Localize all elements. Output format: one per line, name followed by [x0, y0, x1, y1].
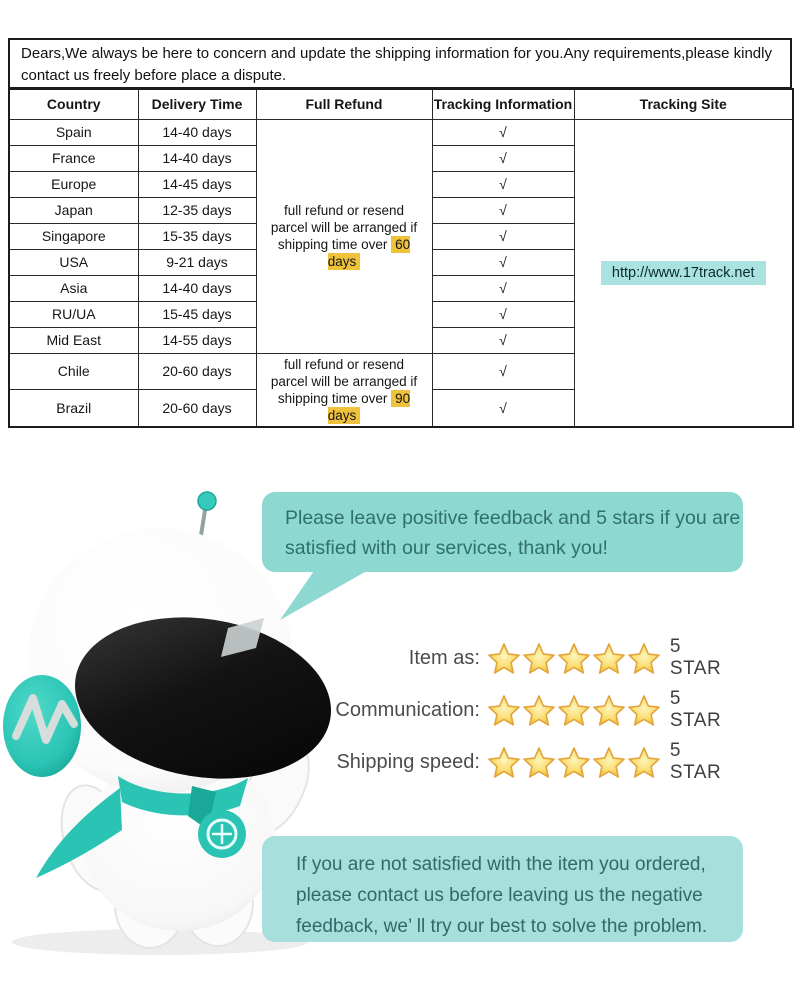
star-icon — [557, 746, 591, 779]
speech-bubble-line: Please leave positive feedback and 5 stars if you are — [285, 507, 741, 529]
rating-row-shipping-speed — [330, 740, 738, 783]
cell-country: Asia — [9, 275, 138, 301]
cell-tracking-check: √ — [432, 301, 574, 327]
cell-delivery: 14-55 days — [138, 327, 256, 353]
cell-delivery: 14-40 days — [138, 275, 256, 301]
shipping-notice-text: Dears,We always be here to concern and update the shipping information for you.Any requirements,please kindly contact us freely before place a dispute. — [21, 45, 772, 84]
refund-60-text: full refund or resend parcel will be arranged if shipping time over — [270, 203, 418, 252]
star-icon — [627, 642, 661, 675]
refund-90-text: full refund or resend parcel will be arranged if shipping time over — [270, 356, 418, 406]
cell-country: France — [9, 145, 138, 171]
tracking-site-link[interactable]: http://www.17track.net — [601, 261, 766, 285]
table-row — [9, 119, 793, 145]
speech-bubble — [262, 492, 743, 572]
cell-tracking-check: √ — [432, 275, 574, 301]
header-tracking-information: Tracking Information — [432, 89, 574, 119]
rating-value-label: 5 STAR — [669, 636, 722, 679]
star-icon — [627, 694, 661, 727]
dispute-note-line: feedback, we’ ll try our best to solve the problem. — [296, 916, 708, 937]
star-icon — [592, 746, 626, 779]
cell-country: RU/UA — [9, 301, 138, 327]
star-rating — [487, 694, 661, 727]
header-delivery-time: Delivery Time — [138, 89, 256, 119]
rating-label: Communication: — [335, 698, 480, 721]
rating-row-item-as — [330, 636, 738, 679]
cell-delivery: 14-40 days — [138, 145, 256, 171]
refund-60-highlight: 60 days — [327, 237, 411, 269]
star-icon — [487, 694, 521, 727]
cell-refund-90 — [256, 353, 432, 427]
cell-delivery: 14-45 days — [138, 171, 256, 197]
rating-value-label: 5 STAR — [669, 740, 722, 783]
cell-tracking-check: √ — [432, 145, 574, 171]
header-country: Country — [9, 89, 138, 119]
star-icon — [557, 642, 591, 675]
cell-country: Mid East — [9, 327, 138, 353]
star-icon — [557, 694, 591, 727]
cell-tracking-check: √ — [432, 390, 574, 427]
star-icon — [522, 694, 556, 727]
dispute-note — [262, 836, 743, 942]
cell-country: Japan — [9, 197, 138, 223]
cell-tracking-check: √ — [432, 223, 574, 249]
cell-tracking-check: √ — [432, 327, 574, 353]
star-rating — [487, 642, 661, 675]
header-tracking-site: Tracking Site — [574, 89, 793, 119]
cell-delivery: 20-60 days — [138, 353, 256, 390]
cell-tracking-check: √ — [432, 353, 574, 390]
header-full-refund: Full Refund — [256, 89, 432, 119]
cell-country: Brazil — [9, 390, 138, 427]
cell-delivery: 15-45 days — [138, 301, 256, 327]
shipping-notice — [8, 38, 792, 89]
shipping-table — [8, 88, 794, 428]
dispute-note-line: please contact us before leaving us the negative — [296, 885, 703, 906]
cell-delivery: 14-40 days — [138, 119, 256, 145]
cell-tracking-check: √ — [432, 249, 574, 275]
cell-refund-60 — [256, 119, 432, 353]
star-rating — [487, 746, 661, 779]
cell-delivery: 15-35 days — [138, 223, 256, 249]
star-icon — [627, 746, 661, 779]
rating-value-label: 5 STAR — [669, 688, 722, 731]
cell-delivery: 12-35 days — [138, 197, 256, 223]
refund-90-highlight: 90 days — [327, 390, 411, 423]
rating-label: Item as: — [408, 646, 480, 669]
dispute-note-line: If you are not satisfied with the item you ordered, — [296, 854, 706, 875]
cell-tracking-check: √ — [432, 171, 574, 197]
rating-label: Shipping speed: — [336, 750, 480, 773]
cell-country: Singapore — [9, 223, 138, 249]
star-icon — [592, 694, 626, 727]
cell-tracking-check: √ — [432, 197, 574, 223]
star-icon — [487, 642, 521, 675]
cell-tracking-site — [574, 119, 793, 427]
cell-tracking-check: √ — [432, 119, 574, 145]
rating-row-communication — [330, 688, 738, 731]
star-icon — [522, 642, 556, 675]
cell-country: Chile — [9, 353, 138, 390]
speech-bubble-tail — [268, 568, 378, 626]
robot-antenna-ball — [198, 492, 216, 510]
table-header-row — [9, 89, 793, 119]
cell-delivery: 20-60 days — [138, 390, 256, 427]
cell-delivery: 9-21 days — [138, 249, 256, 275]
star-icon — [487, 746, 521, 779]
speech-bubble-line: satisfied with our services, thank you! — [285, 537, 608, 559]
cell-country: USA — [9, 249, 138, 275]
cell-country: Spain — [9, 119, 138, 145]
star-icon — [522, 746, 556, 779]
cell-country: Europe — [9, 171, 138, 197]
star-icon — [592, 642, 626, 675]
